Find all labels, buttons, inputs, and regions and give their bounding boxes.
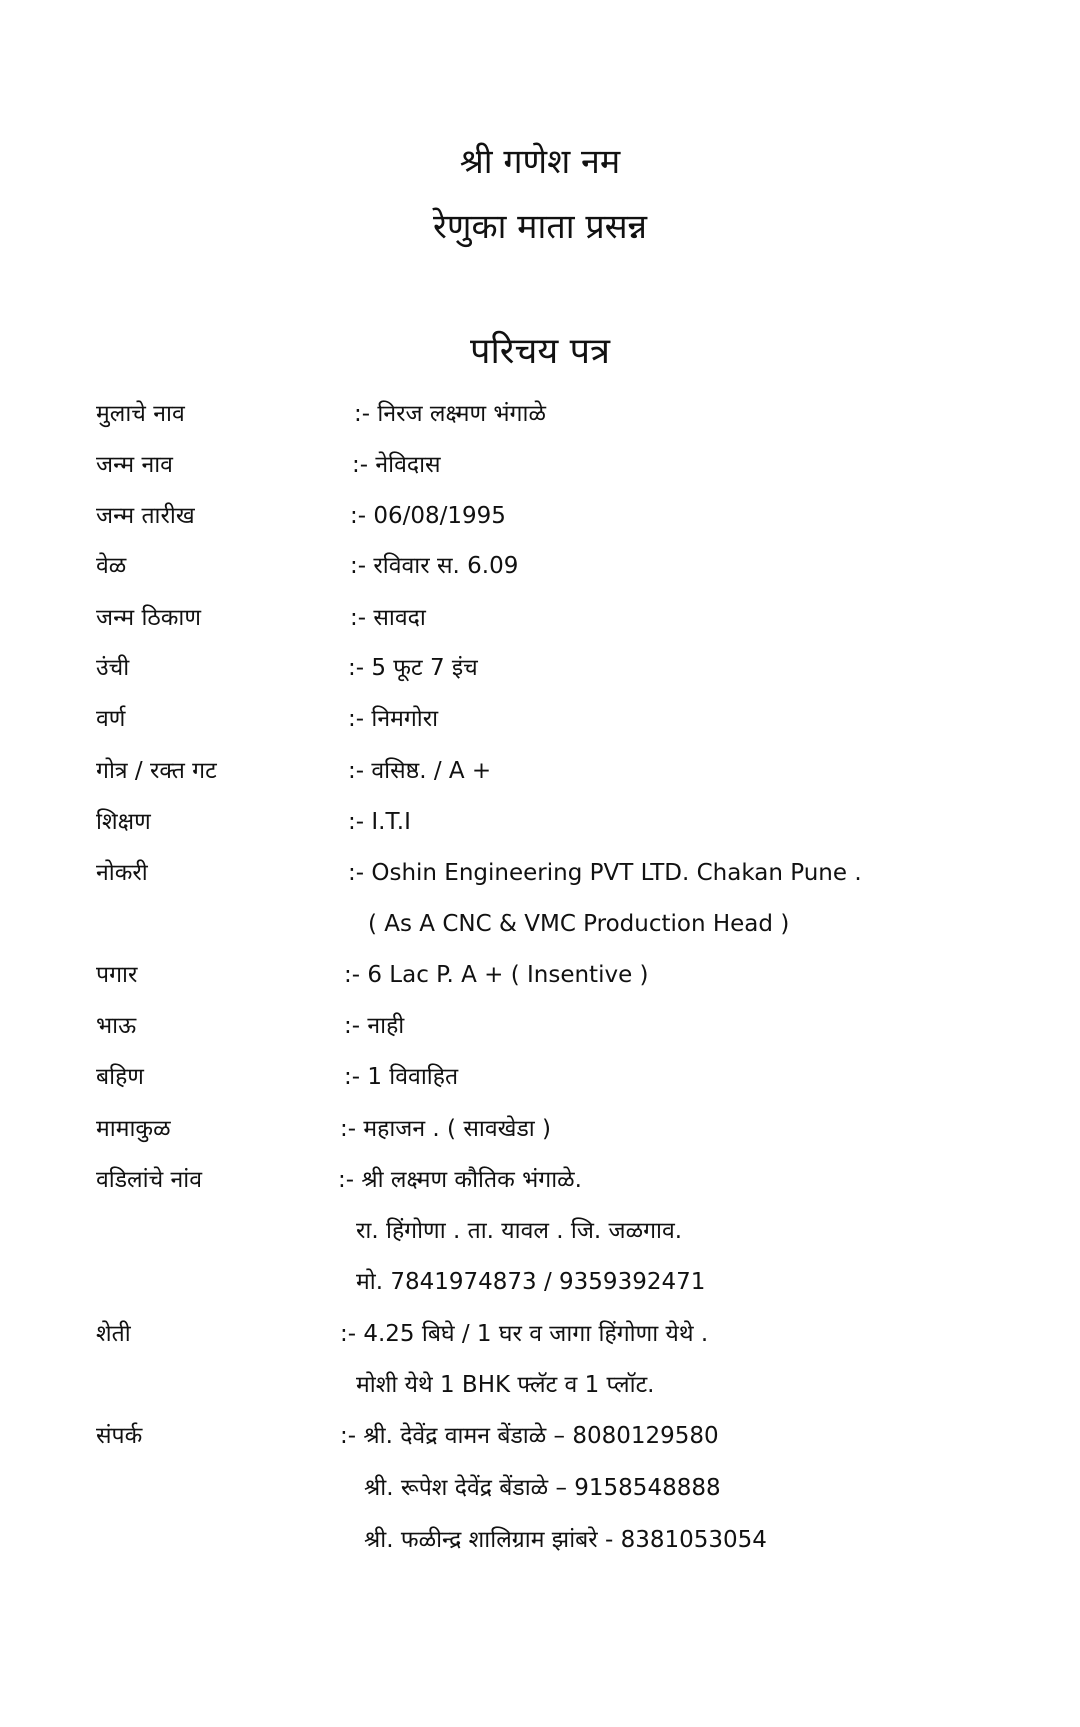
row-value: :- निरज लक्ष्मण भंगाळे — [354, 401, 546, 427]
row-value: :- 1 विवाहित — [344, 1064, 459, 1090]
row-birth-name — [0, 445, 1080, 485]
invocation-line-2: रेणुका माता प्रसन्न — [432, 207, 648, 247]
row-label: वडिलांचे नांव — [96, 1167, 203, 1193]
row-label: गोत्र / रक्त गट — [96, 758, 217, 784]
row-father-name — [0, 1160, 1080, 1200]
row-value: मोशी येथे 1 BHK फ्लॅट व 1 प्लॉट. — [356, 1372, 655, 1398]
row-value: :- I.T.I — [348, 809, 411, 835]
row-value: :- 4.25 बिघे / 1 घर व जागा हिंगोणा येथे . — [340, 1321, 709, 1347]
row-value: :- नाही — [344, 1013, 405, 1039]
row-height — [0, 648, 1080, 688]
row-value: :- वसिष्ठ. / A + — [348, 758, 492, 784]
row-value: :- निमगोरा — [348, 706, 439, 732]
row-value: :- 5 फूट 7 इंच — [348, 655, 478, 681]
row-value: ( As A CNC & VMC Production Head ) — [368, 911, 790, 937]
row-label: जन्म ठिकाण — [96, 605, 202, 631]
row-value: :- Oshin Engineering PVT LTD. Chakan Pune . — [348, 860, 862, 886]
row-value: रा. हिंगोणा . ता. यावल . जि. जळगाव. — [356, 1218, 683, 1244]
row-father-address — [0, 1211, 1080, 1251]
row-gotra-blood-group — [0, 751, 1080, 791]
row-value: :- सावदा — [350, 605, 426, 631]
row-label: जन्म नाव — [96, 452, 173, 478]
row-value: :- महाजन . ( सावखेडा ) — [340, 1116, 551, 1142]
row-job-continued — [0, 904, 1080, 944]
row-label: भाऊ — [96, 1013, 137, 1039]
row-label: जन्म तारीख — [96, 503, 195, 529]
row-brother — [0, 1006, 1080, 1046]
row-label: नोकरी — [96, 860, 148, 886]
row-label: वर्ण — [96, 706, 126, 732]
row-birth-place — [0, 598, 1080, 638]
row-value: :- 6 Lac P. A + ( Insentive ) — [344, 962, 649, 988]
row-label: बहिण — [96, 1064, 144, 1090]
row-contact-3 — [0, 1520, 1080, 1560]
row-label: उंची — [96, 655, 130, 681]
row-contact-2 — [0, 1468, 1080, 1508]
row-value: मो. 7841974873 / 9359392471 — [356, 1269, 706, 1295]
row-time — [0, 546, 1080, 586]
row-farming — [0, 1314, 1080, 1354]
row-label: मुलाचे नाव — [96, 401, 185, 427]
row-contact — [0, 1416, 1080, 1456]
row-label: वेळ — [96, 553, 127, 579]
row-name — [0, 394, 1080, 434]
row-value: :- नेविदास — [352, 452, 441, 478]
row-value: श्री. रूपेश देवेंद्र बेंडाळे – 9158548888 — [364, 1475, 721, 1501]
row-education — [0, 802, 1080, 842]
row-maternal-family — [0, 1109, 1080, 1149]
row-label: संपर्क — [96, 1423, 143, 1449]
row-value: :- श्री. देवेंद्र वामन बेंडाळे – 8080129580 — [340, 1423, 719, 1449]
row-label: शिक्षण — [96, 809, 151, 835]
row-property — [0, 1365, 1080, 1405]
document-title: परिचय पत्र — [470, 331, 610, 372]
row-complexion — [0, 699, 1080, 739]
row-birth-date — [0, 496, 1080, 536]
row-value: :- रविवार स. 6.09 — [350, 553, 519, 579]
row-value: :- श्री लक्ष्मण कौतिक भंगाळे. — [338, 1167, 582, 1193]
row-label: पगार — [96, 962, 138, 988]
invocation-line-1: श्री गणेश नम — [459, 142, 621, 182]
row-sister — [0, 1057, 1080, 1097]
row-value: श्री. फळीन्द्र शालिग्राम झांबरे - 8381053054 — [364, 1527, 767, 1553]
row-job — [0, 853, 1080, 893]
row-label: मामाकुळ — [96, 1116, 171, 1142]
row-father-mobile — [0, 1262, 1080, 1302]
row-label: शेती — [96, 1321, 131, 1347]
row-salary — [0, 955, 1080, 995]
row-value: :- 06/08/1995 — [350, 503, 506, 529]
